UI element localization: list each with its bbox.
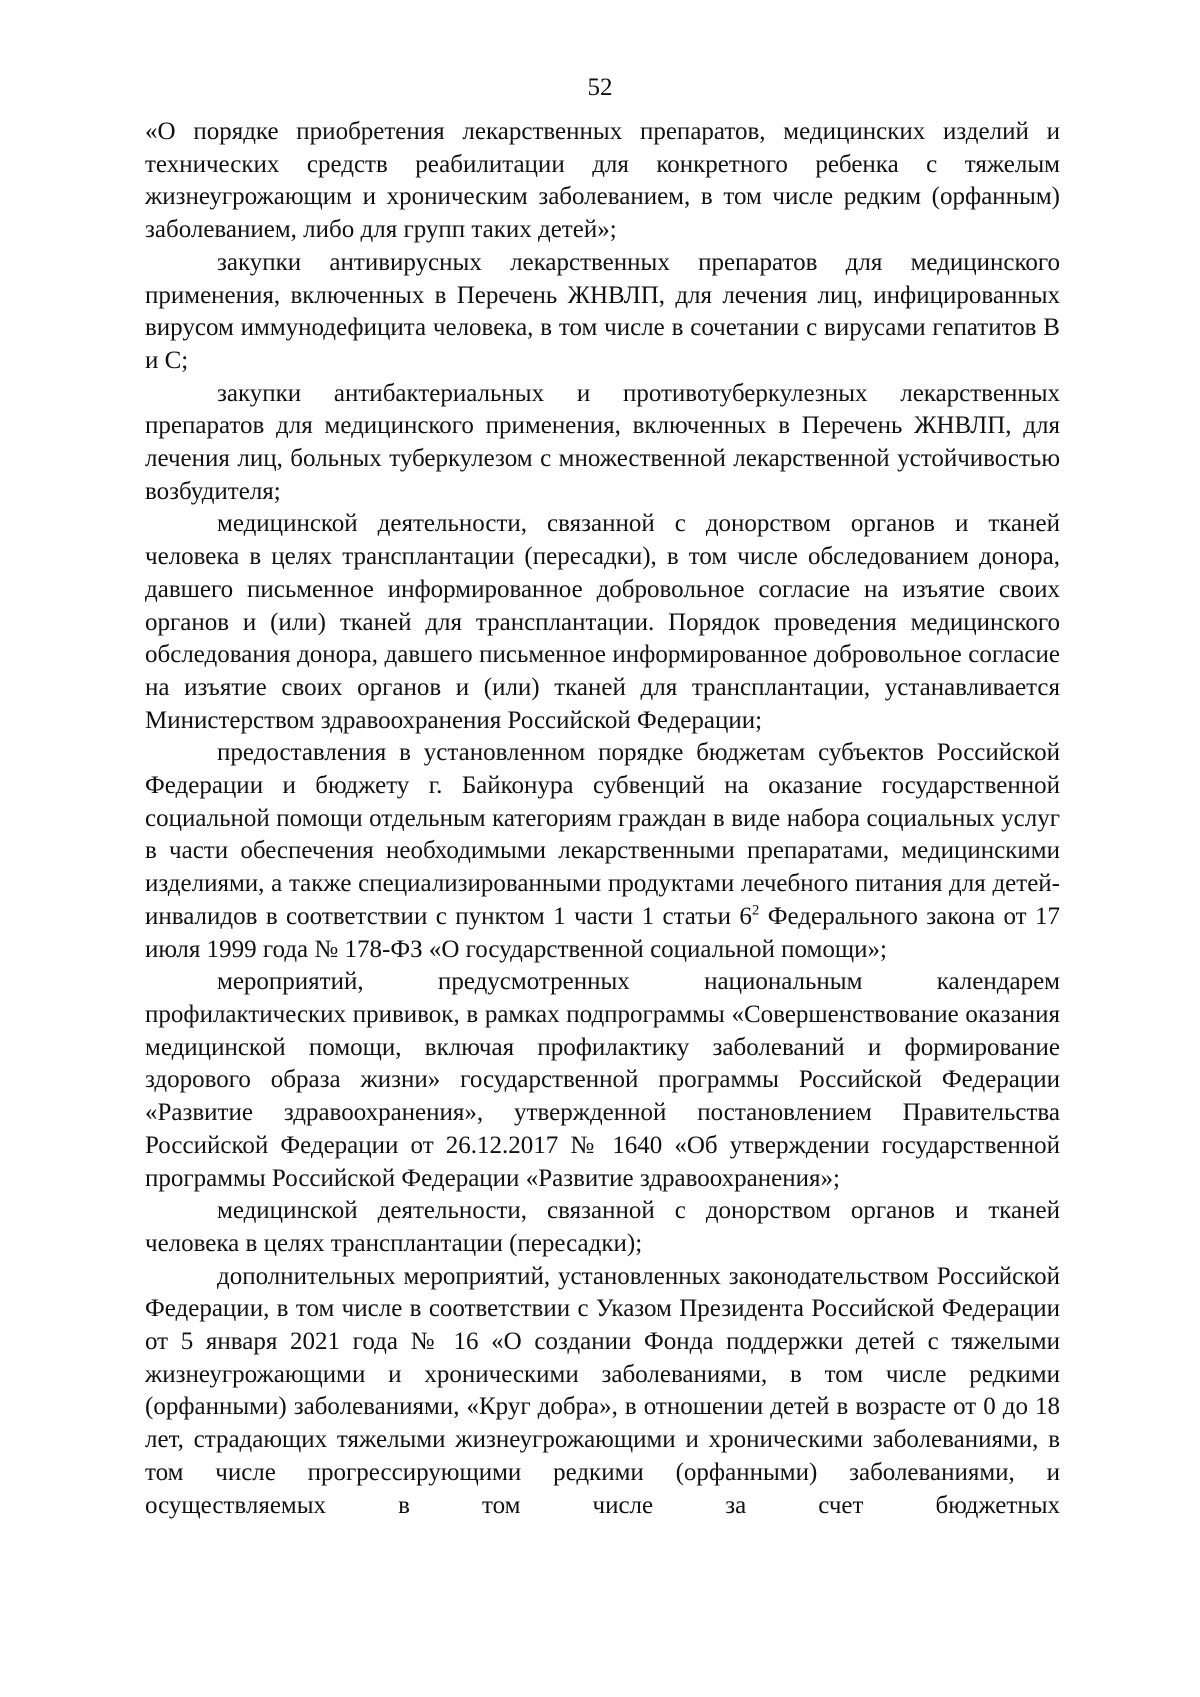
subventions-text-part-2: Федерального закона от 17 июля 1999 года № 178-ФЗ «О государственной социальной помощи»; — [145, 902, 1060, 963]
paragraph-antibacterial-purchases: закупки антибактериальных и противотуберкулезных лекарственных препаратов для медицинского применения, включенных в Перечень ЖНВЛП, для лечения лиц, больных туберкулезом с множественной лекарственной устойчивостью возбудителя; — [145, 379, 1060, 505]
document-body — [145, 116, 1060, 1522]
paragraph-organ-donation-examination: медицинской деятельности, связанной с донорством органов и тканей человека в целях трансплантации (пересадки), в том числе обследованием донора, давшего письменное информированное добровольное согласие на изъятие своих органов и (или) тканей для трансплантации. Порядок проведения медицинского обследования донора, давшего письменное информированное добровольное согласие на изъятие своих органов и (или) тканей для трансплантации, устанавливается Министерством здравоохранения Российской Федерации; — [145, 510, 1060, 734]
subventions-text-part-1: предоставления в установленном порядке бюджетам субъектов Российской Федерации и бюджету г. Байконура субвенций на оказание государственной социальной помощи отдельным категориям граждан в виде набора социальных услуг в части обеспечения необходимыми лекарственными препаратами, медицинскими изделиями, а также специализированными продуктами лечебного питания для детей-инвалидов в соответствии с пунктом 1 части 1 статьи 6 — [145, 739, 1060, 930]
paragraph-subventions-social-help — [145, 737, 1060, 966]
paragraph-vaccination-calendar: мероприятий, предусмотренных национальным календарем профилактических прививок, в рамках подпрограммы «Совершенствование оказания медицинской помощи, включая профилактику заболеваний и формирование здорового образа жизни» государственной программы Российской Федерации «Развитие здравоохранения», утвержденной постановлением Правительства Российской Федерации от 26.12.2017 № 1640 «Об утверждении государственной программы Российской Федерации «Развитие здравоохранения»; — [145, 968, 1060, 1192]
paragraph-organ-donation-transplant: медицинской деятельности, связанной с донорством органов и тканей человека в целях трансплантации (пересадки); — [145, 1197, 1060, 1257]
page-number: 52 — [587, 74, 613, 101]
article-superscript: 2 — [751, 902, 760, 919]
paragraph-order-reference: «О порядке приобретения лекарственных препаратов, медицинских изделий и технических средств реабилитации для конкретного ребенка с тяжелым жизнеугрожающим и хроническим заболеванием, в том числе редким (орфанным) заболеванием, либо для групп таких детей»; — [145, 118, 1060, 244]
paragraph-additional-measures: дополнительных мероприятий, установленных законодательством Российской Федерации, в том числе в соответствии с Указом Президента Российской Федерации от 5 января 2021 года № 16 «О создании Фонда поддержки детей с тяжелыми жизнеугрожающими и хроническими заболеваниями, в том числе редкими (орфанными) заболеваниями, «Круг добра», в отношении детей в возрасте от 0 до 18 лет, страдающих тяжелыми жизнеугрожающими и хроническими заболеваниями, в том числе прогрессирующими редкими (орфанными) заболеваниями, и осуществляемых в том числе за счет бюджетных — [145, 1262, 1060, 1519]
paragraph-antiviral-purchases: закупки антивирусных лекарственных препаратов для медицинского применения, включенных в Перечень ЖНВЛП, для лечения лиц, инфицированных вирусом иммунодефицита человека, в том числе в сочетании с вирусами гепатитов В и С; — [145, 248, 1060, 374]
